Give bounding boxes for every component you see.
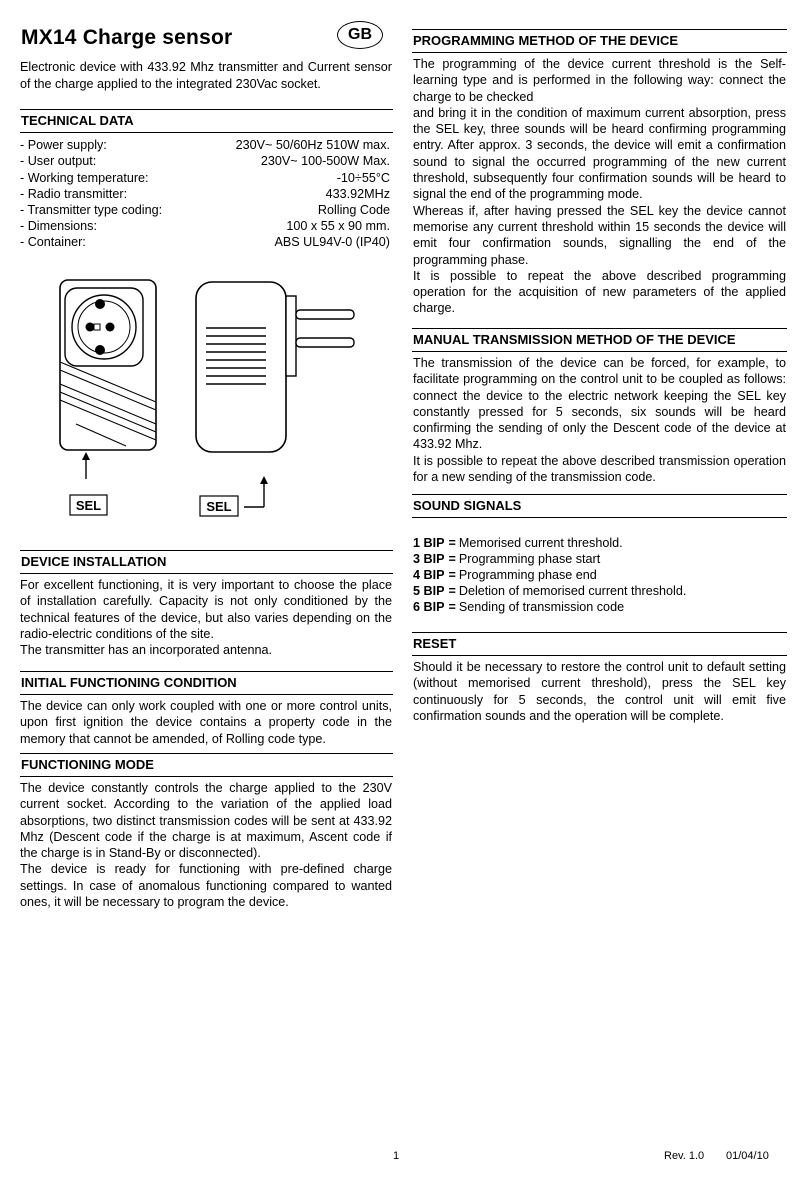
functioning-mode-heading: FUNCTIONING MODE <box>20 753 393 777</box>
intro-text: Electronic device with 433.92 Mhz transmitter and Current sensor of the charge applied to the integrated 230Vac socket. <box>20 60 392 91</box>
paragraph: The transmitter has an incorporated antenna. <box>20 643 273 658</box>
sound-signal-equals: = <box>448 552 456 566</box>
tech-value: 433.92MHz <box>325 187 390 201</box>
paragraph: The programming of the device current threshold is the Self-learning type and is performed in the following way: connect the charge to be checked <box>413 57 786 104</box>
plug-pin-bottom <box>296 338 354 347</box>
tech-value: 100 x 55 x 90 mm. <box>286 219 390 233</box>
paragraph: The transmission of the device can be forced, for example, to facilitate programming on the control unit to be coupled as follows: connect the device to the electric network keeping the SEL key constantly pressed for 5 seconds, six sounds will be heard confirming the sending of only the Descent code of the device at 433.92 Mhz. <box>413 356 786 452</box>
tech-label: - Working temperature: <box>20 171 149 185</box>
sound-signal-equals: = <box>448 536 456 550</box>
sound-signal-code: 5 BIP <box>413 584 445 598</box>
reset-text <box>413 659 786 724</box>
sound-signals-heading: SOUND SIGNALS <box>412 494 787 518</box>
page-title: MX14 Charge sensor <box>21 26 233 49</box>
sound-signal-code: 6 BIP <box>413 600 445 614</box>
tech-label: - Dimensions: <box>20 219 97 233</box>
paragraph: Whereas if, after having pressed the SEL key the device cannot memorise any current threshold within 15 seconds the device will emit four confirmation sounds, signalling the end of the programming phase. <box>413 203 786 267</box>
tech-row <box>20 202 392 219</box>
paragraph: The device is ready for functioning with pre-defined charge settings. In case of anomalous functioning compared to wanted ones, it will be necessary to program the device. <box>20 862 392 910</box>
sound-signal-item <box>413 535 623 551</box>
device-installation-text <box>20 577 392 658</box>
paragraph: For excellent functioning, it is very important to choose the place of installation carefully. Capacity is not only conditioned by the technical features of the device, but also varies depending on the radio-electric conditions of the site. <box>20 578 392 641</box>
tech-value: ABS UL94V-0 (IP40) <box>274 235 390 249</box>
tech-value: -10÷55°C <box>336 171 390 185</box>
programming-method-heading: PROGRAMMING METHOD OF THE DEVICE <box>412 29 787 53</box>
plug-pin-top <box>296 310 354 319</box>
page-number: 1 <box>393 1150 400 1162</box>
initial-condition-heading: INITIAL FUNCTIONING CONDITION <box>20 671 393 695</box>
sound-signal-equals: = <box>448 568 456 582</box>
sel-label-front: SEL <box>75 498 102 513</box>
sound-signal-text: Memorised current threshold. <box>458 536 623 550</box>
revision: Rev. 1.0 <box>664 1150 705 1162</box>
reset-heading: RESET <box>412 632 787 656</box>
sound-signal-code: 3 BIP <box>413 552 445 566</box>
manual-transmission-text <box>413 355 786 485</box>
sound-signal-text: Deletion of memorised current threshold. <box>458 584 687 598</box>
sound-signal-text: Sending of transmission code <box>458 600 625 614</box>
paragraph: It is possible to repeat the above described programming operation for the acquisition of new parameters of the applied charge. <box>413 268 786 316</box>
tech-row <box>20 137 392 154</box>
sound-signal-equals: = <box>448 584 456 598</box>
tech-label: - User output: <box>20 154 97 168</box>
sound-signal-text: Programming phase start <box>458 552 601 566</box>
device-illustration <box>56 274 376 524</box>
paragraph: The device constantly controls the charge applied to the 230V current socket. According to the variation of the applied load absorptions, two distinct transmission codes will be sent at 433.92 Mhz (Descent code if the charge is at maximum, Ascent code if the charge is in Stand-By or disconnected). <box>20 781 392 861</box>
tech-row <box>20 186 392 203</box>
sound-signal-item <box>413 583 686 599</box>
sound-signal-code: 1 BIP <box>413 536 445 550</box>
tech-row <box>20 170 392 187</box>
tech-row <box>20 153 392 170</box>
device-side-body <box>196 282 286 452</box>
paragraph: and bring it in the condition of maximum current absorption, press the SEL key, three sounds will be heard confirming programming entry. After approx. 3 seconds, the device will emit a confirmation sound to signal the occurred programming of the new current threshold, subsequently four confirmation sounds will be heard to signal the end of the programming mode. <box>413 105 786 202</box>
sel-label-side: SEL <box>206 499 232 514</box>
sound-signal-equals: = <box>448 600 456 614</box>
technical-data-heading: TECHNICAL DATA <box>20 109 393 133</box>
paragraph: The device can only work coupled with one or more control units, upon first ignition the device contains a property code in the memory that cannot be amended, of Rolling code type. <box>20 699 392 746</box>
revision-date: 01/04/10 <box>726 1150 769 1162</box>
tech-row <box>20 234 392 251</box>
tech-value: 230V~ 100-500W Max. <box>260 154 390 168</box>
tech-label: - Transmitter type coding: <box>20 203 163 217</box>
tech-value: Rolling Code <box>317 203 390 217</box>
functioning-mode-text <box>20 780 392 910</box>
sound-signal-text: Programming phase end <box>458 568 597 582</box>
paragraph: Should it be necessary to restore the control unit to default setting (without memorised current threshold), press the SEL key continuously for 5 seconds, the control unit will emit five confirmation sounds and the operation will be complete. <box>413 660 786 723</box>
tech-row <box>20 218 392 235</box>
tech-value: 230V~ 50/60Hz 510W max. <box>235 138 390 152</box>
paragraph: It is possible to repeat the above described transmission operation for a new sending of the transmission code. <box>413 453 786 485</box>
tech-label: - Power supply: <box>20 138 107 152</box>
sound-signal-item <box>413 567 597 583</box>
sound-signal-item <box>413 599 624 615</box>
device-installation-heading: DEVICE INSTALLATION <box>20 550 393 574</box>
language-badge: GB <box>337 21 383 49</box>
sound-signal-item <box>413 551 600 567</box>
tech-label: - Radio transmitter: <box>20 187 128 201</box>
initial-condition-text <box>20 698 392 747</box>
tech-label: - Container: <box>20 235 86 249</box>
sound-signal-code: 4 BIP <box>413 568 445 582</box>
manual-transmission-heading: MANUAL TRANSMISSION METHOD OF THE DEVICE <box>412 328 787 352</box>
programming-method-text <box>413 56 786 317</box>
